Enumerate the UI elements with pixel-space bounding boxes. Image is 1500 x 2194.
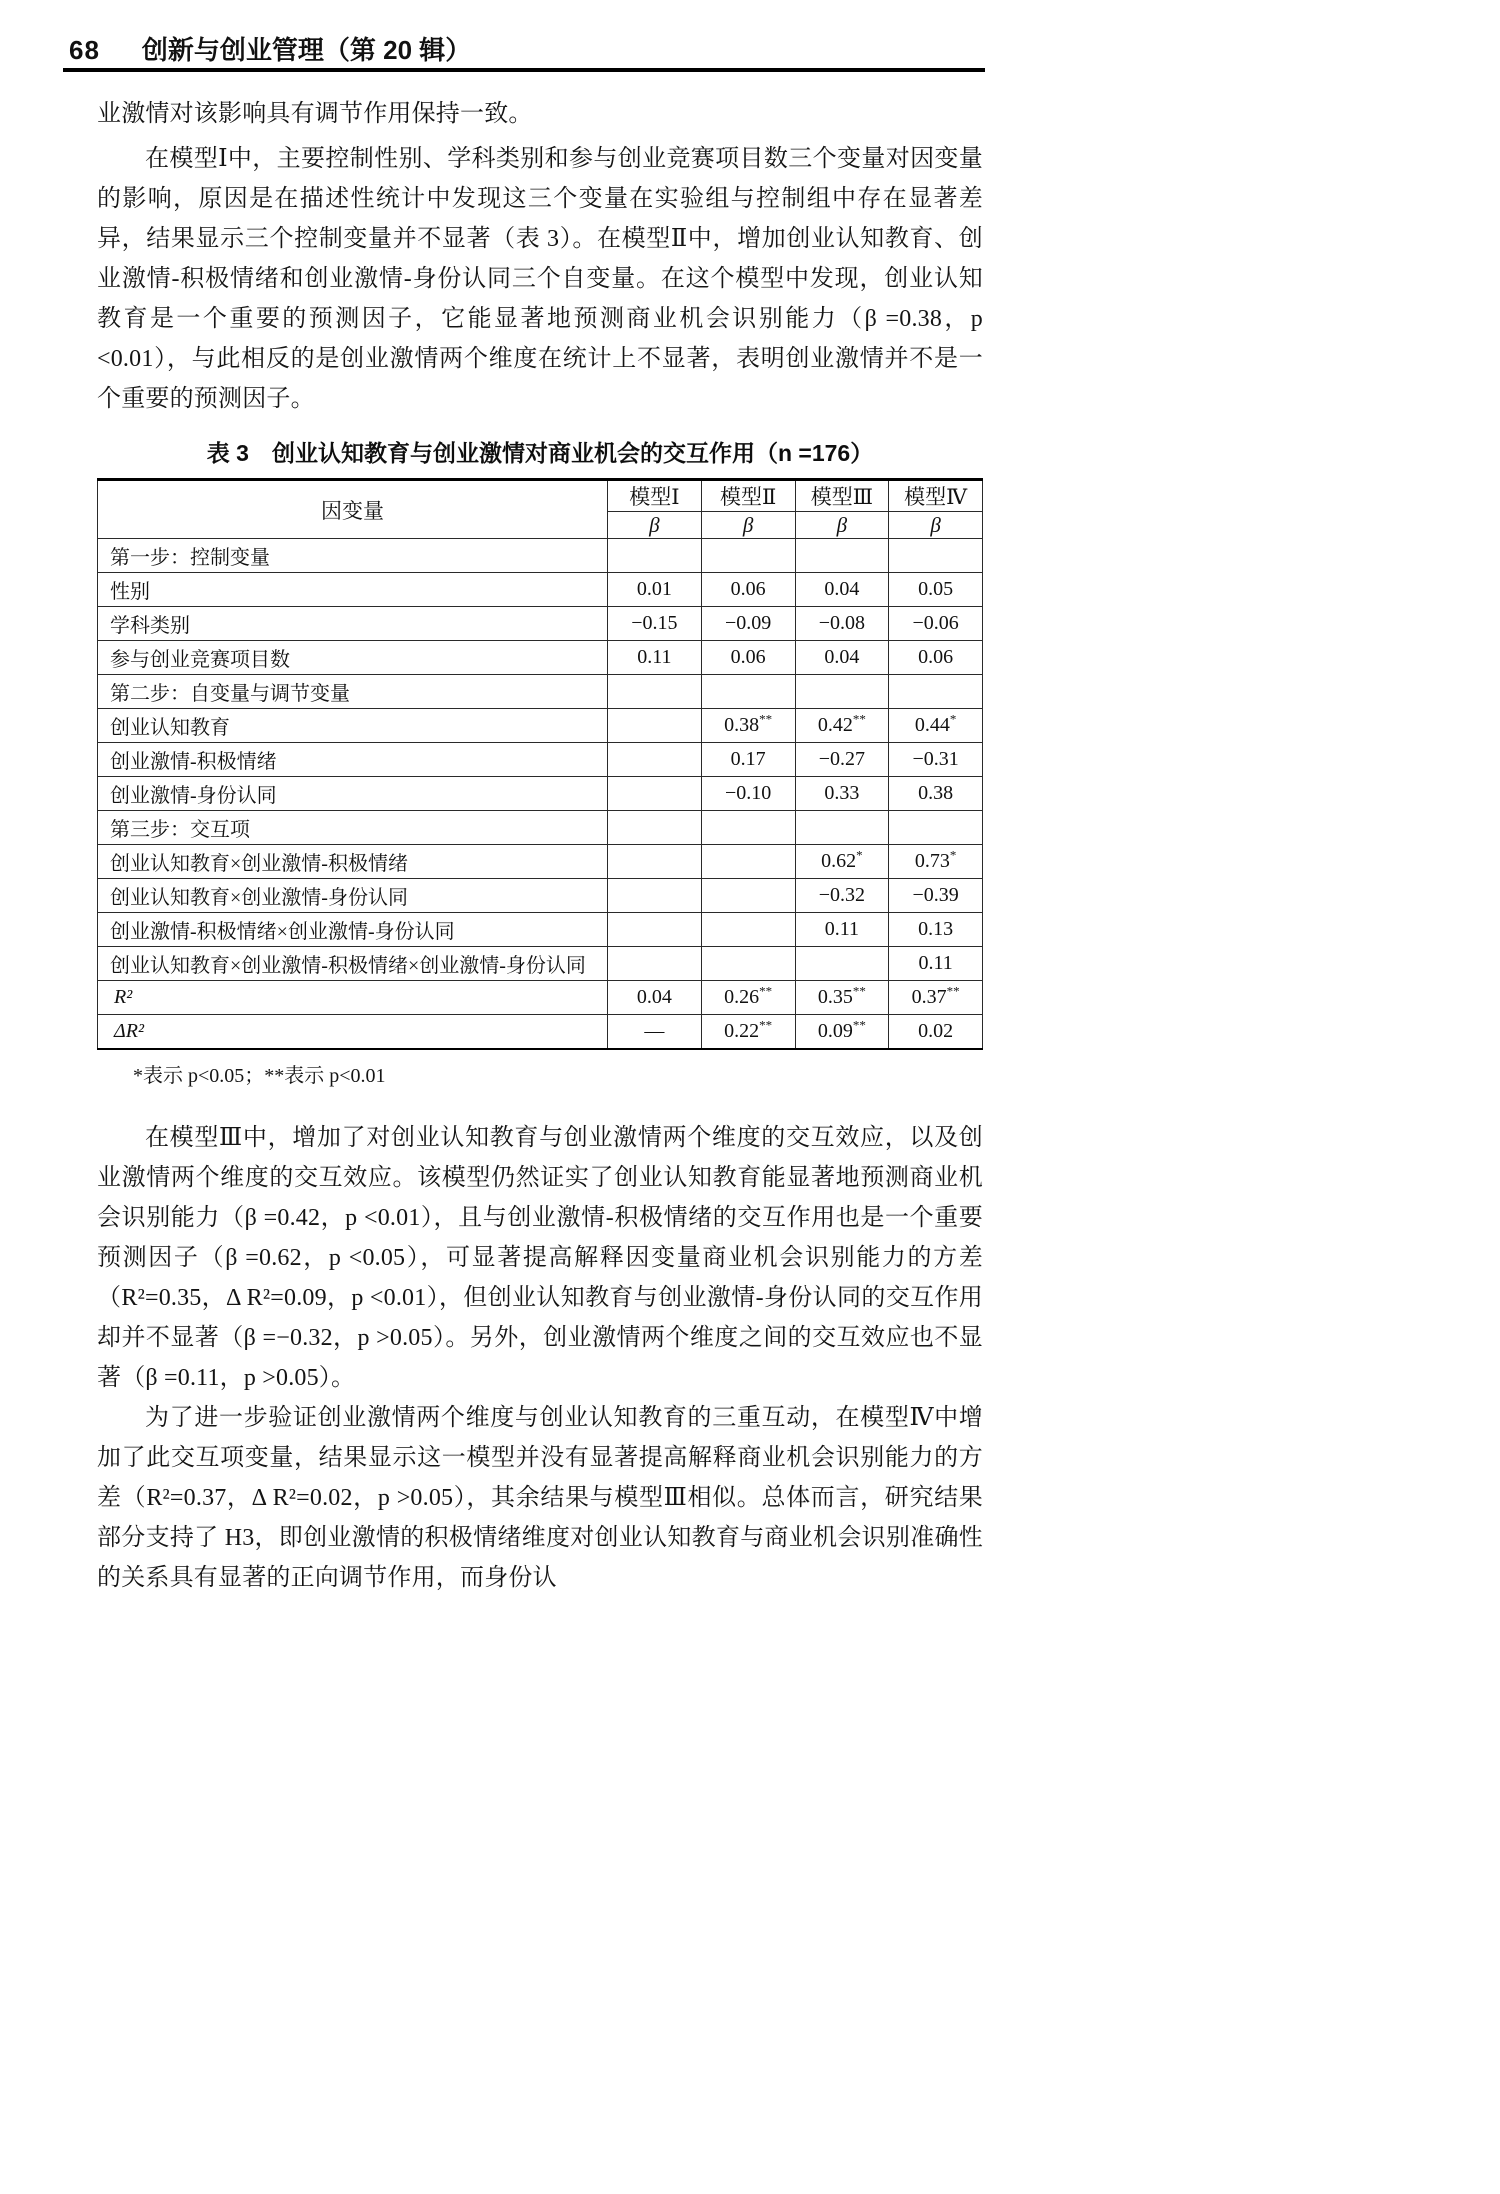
cell-value: −0.06 [889,607,983,641]
cell-value [608,539,702,573]
cell-value: 0.35** [795,981,889,1015]
cell-value: 0.38** [701,709,795,743]
table-data-row [98,1015,983,1049]
row-label: 创业激情-身份认同 [98,777,608,811]
cell-value: 0.38 [889,777,983,811]
row-label: 创业激情-积极情绪×创业激情-身份认同 [98,913,608,947]
cell-value: −0.27 [795,743,889,777]
cell-value: — [608,1015,702,1049]
cell-value: 0.02 [889,1015,983,1049]
cell-value: 0.11 [795,913,889,947]
paragraph-2: 在模型Ⅰ中，主要控制性别、学科类别和参与创业竞赛项目数三个变量对因变量的影响，原因是在描述性统计中发现这三个变量在实验组与控制组中存在显著差异，结果显示三个控制变量并不显著（表 3）。在模型Ⅱ中，增加创业认知教育、创业激情-积极情绪和创业激情-身份认同三个自变量。在这个模型中发现，创业认知教育是一个重要的预测因子，它能显著地预测商业机会识别能力（β =0.38，p <0.01），与此相反的是创业激情两个维度在统计上不显著，表明创业激情并不是一个重要的预测因子。 [97,146,983,412]
cell-value [701,947,795,981]
table-data-row [98,777,983,811]
table-3-block [97,435,983,1088]
cell-value: 0.11 [889,947,983,981]
cell-value [889,811,983,845]
table-data-row [98,879,983,913]
cell-value: 0.09** [795,1015,889,1049]
row-label: 创业认知教育×创业激情-积极情绪×创业激情-身份认同 [98,947,608,981]
cell-value [608,811,702,845]
cell-value: 0.26** [701,981,795,1015]
page-body [97,94,983,1598]
row-label: 创业认知教育×创业激情-积极情绪 [98,845,608,879]
cell-value: 0.33 [795,777,889,811]
cell-value: −0.09 [701,607,795,641]
col-header-model-4: 模型Ⅳ [889,480,983,512]
cell-value [889,675,983,709]
book-title: 创新与创业管理（第 20 辑） [141,35,472,65]
cell-value [701,913,795,947]
cell-value [701,879,795,913]
beta-symbol-model-2: β [701,512,795,539]
paragraph-3: 在模型Ⅲ中，增加了对创业认知教育与创业激情两个维度的交互效应，以及创业激情两个维度的交互效应。该模型仍然证实了创业认知教育能显著地预测商业机会识别能力（β =0.42，p <0.01），且与创业激情-积极情绪的交互作用也是一个重要预测因子（β =0.62，p <0.05），可显著提高解释因变量商业机会识别能力的方差（R²=0.35，Δ R²=0.09，p <0.01），但创业认知教育与创业激情-身份认同的交互作用却并不显著（β =−0.32，p >0.05）。另外，创业激情两个维度之间的交互效应也不显著（β =0.11，p >0.05）。 [97,1124,983,1391]
cell-value: −0.15 [608,607,702,641]
table-data-row [98,981,983,1015]
table-section-row [98,539,983,573]
cell-value [608,845,702,879]
row-label: 创业激情-积极情绪 [98,743,608,777]
cell-value: 0.04 [608,981,702,1015]
beta-symbol-model-1: β [608,512,702,539]
cell-value: 0.37** [889,981,983,1015]
cell-value [608,675,702,709]
cell-value: 0.01 [608,573,702,607]
cell-value [701,675,795,709]
cell-value: 0.04 [795,641,889,675]
table-data-row [98,709,983,743]
cell-value: 0.17 [701,743,795,777]
cell-value [795,539,889,573]
table-footnote: *表示 p<0.05；**表示 p<0.01 [133,1064,386,1087]
row-label: 创业认知教育 [98,709,608,743]
cell-value [795,947,889,981]
table-data-row [98,743,983,777]
cell-value: 0.42** [795,709,889,743]
row-label: 第一步：控制变量 [98,539,608,573]
cell-value: −0.08 [795,607,889,641]
cell-value: 0.04 [795,573,889,607]
running-head [63,30,985,67]
cell-value [795,675,889,709]
cell-value [608,913,702,947]
row-label: ΔR² [98,1015,608,1049]
cell-value: 0.62* [795,845,889,879]
table-header-row-models [98,480,983,512]
row-label: 学科类别 [98,607,608,641]
cell-value [701,811,795,845]
cell-value [608,947,702,981]
cell-value: 0.73* [889,845,983,879]
paragraph-1: 业激情对该影响具有调节作用保持一致。 [97,101,533,127]
table-caption: 表 3 创业认知教育与创业激情对商业机会的交互作用（n =176） [206,440,874,466]
col-header-model-3: 模型Ⅲ [795,480,889,512]
table-body [98,539,983,1049]
table-data-row [98,607,983,641]
cell-value [795,811,889,845]
table-data-row [98,913,983,947]
cell-value [608,743,702,777]
row-label: R² [98,981,608,1015]
row-label: 参与创业竞赛项目数 [98,641,608,675]
row-label: 性别 [98,573,608,607]
table-data-row [98,641,983,675]
row-label: 第三步：交互项 [98,811,608,845]
col-header-model-1: 模型Ⅰ [608,480,702,512]
cell-value [889,539,983,573]
paragraph-4: 为了进一步验证创业激情两个维度与创业认知教育的三重互动，在模型Ⅳ中增加了此交互项变量，结果显示这一模型并没有显著提高解释商业机会识别能力的方差（R²=0.37，Δ R²=0.02，p >0.05），其余结果与模型Ⅲ相似。总体而言，研究结果部分支持了 H3，即创业激情的积极情绪维度对创业认知教育与商业机会识别准确性的关系具有显著的正向调节作用，而身份认 [97,1404,983,1591]
cell-value [701,845,795,879]
cell-value [608,709,702,743]
regression-table [97,478,983,1050]
cell-value: 0.44* [889,709,983,743]
table-section-row [98,811,983,845]
table-data-row [98,947,983,981]
table-data-row [98,573,983,607]
cell-value [701,539,795,573]
cell-value: 0.06 [889,641,983,675]
col-header-model-2: 模型Ⅱ [701,480,795,512]
table-data-row [98,845,983,879]
beta-symbol-model-4: β [889,512,983,539]
cell-value: −0.32 [795,879,889,913]
cell-value: −0.39 [889,879,983,913]
cell-value [608,879,702,913]
cell-value [608,777,702,811]
cell-value: 0.06 [701,573,795,607]
cell-value: 0.11 [608,641,702,675]
row-label: 创业认知教育×创业激情-身份认同 [98,879,608,913]
cell-value: 0.05 [889,573,983,607]
col-header-dependent-variable: 因变量 [98,480,608,539]
cell-value: 0.22** [701,1015,795,1049]
cell-value: 0.13 [889,913,983,947]
row-label: 第二步：自变量与调节变量 [98,675,608,709]
cell-value: −0.31 [889,743,983,777]
table-section-row [98,675,983,709]
cell-value: −0.10 [701,777,795,811]
cell-value: 0.06 [701,641,795,675]
beta-symbol-model-3: β [795,512,889,539]
page-number: 68 [69,35,100,65]
table-head [98,480,983,539]
header-rule [63,68,985,72]
